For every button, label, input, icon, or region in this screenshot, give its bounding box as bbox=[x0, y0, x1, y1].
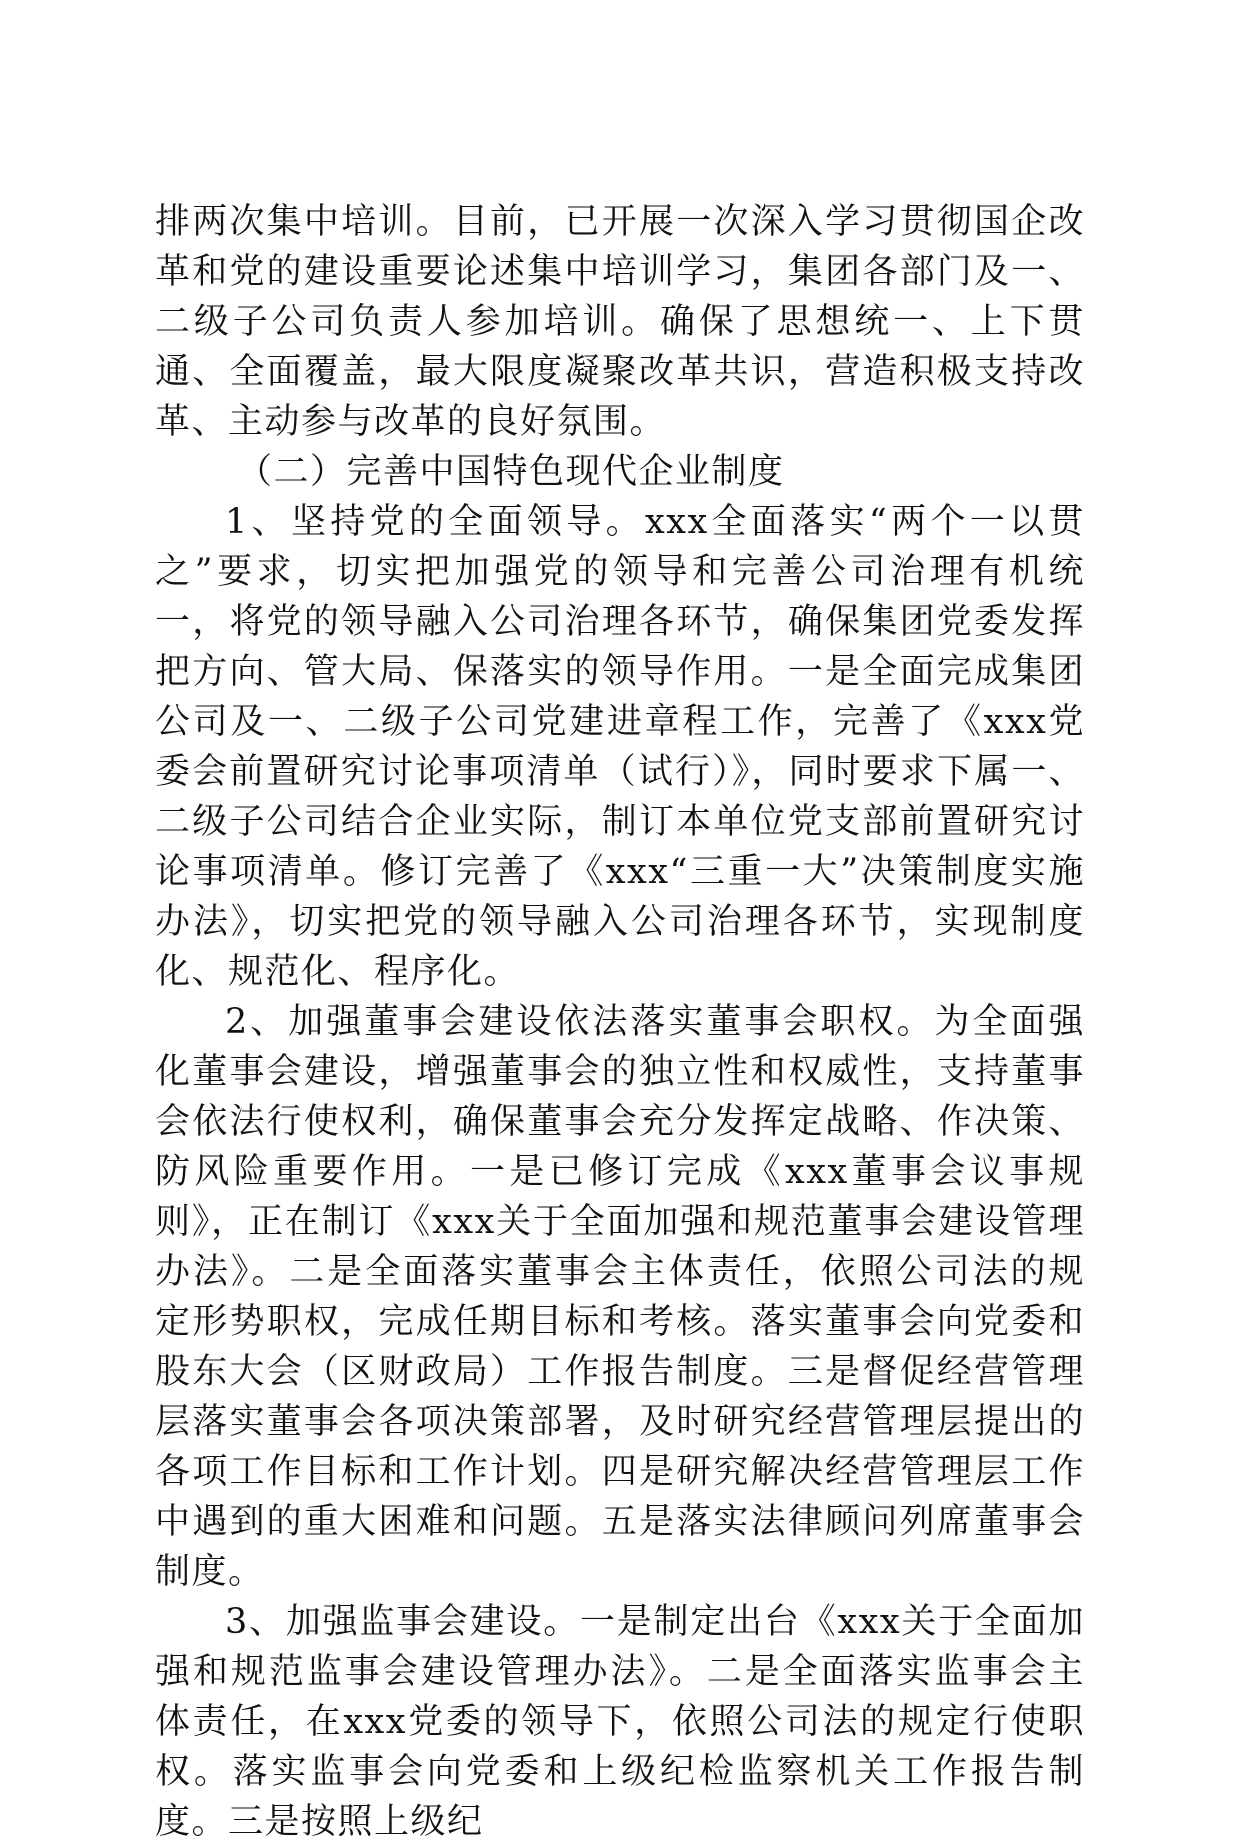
paragraph-board-building: 2、加强董事会建设依法落实董事会职权。为全面强化董事会建设，增强董事会的独立性和权威性，支持董事会依法行使权利，确保董事会充分发挥定战略、作决策、防风险重要作用。一是已修订完成《xxx董事会议事规则》，正在制订《xxx关于全面加强和规范董事会建设管理办法》。二是全面落实董事会主体责任，依照公司法的规定形势职权，完成任期目标和考核。落实董事会向党委和股东大会（区财政局）工作报告制度。三是督促经营管理层落实董事会各项决策部署，及时研究经营管理层提出的各项工作目标和工作计划。四是研究解决经营管理层工作中遇到的重大困难和问题。五是落实法律顾问列席董事会制度。 bbox=[155, 1002, 1085, 1592]
section-heading: （二）完善中国特色现代企业制度 bbox=[237, 452, 785, 492]
paragraph-supervisory-board: 3、加强监事会建设。一是制定出台《xxx关于全面加强和规范监事会建设管理办法》。二是全面落实监事会主体责任，在xxx党委的领导下，依照公司法的规定行使职权。落实监事会向党委和上级纪检监察机关工作报告制度。三是按照上级纪 bbox=[155, 1602, 1085, 1842]
paragraph-continuation: 排两次集中培训。目前，已开展一次深入学习贯彻国企改革和党的建设重要论述集中培训学习，集团各部门及一、二级子公司负责人参加培训。确保了思想统一、上下贯通、全面覆盖，最大限度凝聚改革共识，营造积极支持改革、主动参与改革的良好氛围。 bbox=[155, 202, 1085, 442]
document-body bbox=[155, 197, 1085, 1847]
paragraph-party-leadership: 1、坚持党的全面领导。xxx全面落实“两个一以贯之”要求，切实把加强党的领导和完善公司治理有机统一，将党的领导融入公司治理各环节，确保集团党委发挥把方向、管大局、保落实的领导作用。一是全面完成集团公司及一、二级子公司党建进章程工作，完善了《xxx党委会前置研究讨论事项清单（试行）》，同时要求下属一、二级子公司结合企业实际，制订本单位党支部前置研究讨论事项清单。修订完善了《xxx“三重一大”决策制度实施办法》，切实把党的领导融入公司治理各环节，实现制度化、规范化、程序化。 bbox=[155, 502, 1085, 992]
